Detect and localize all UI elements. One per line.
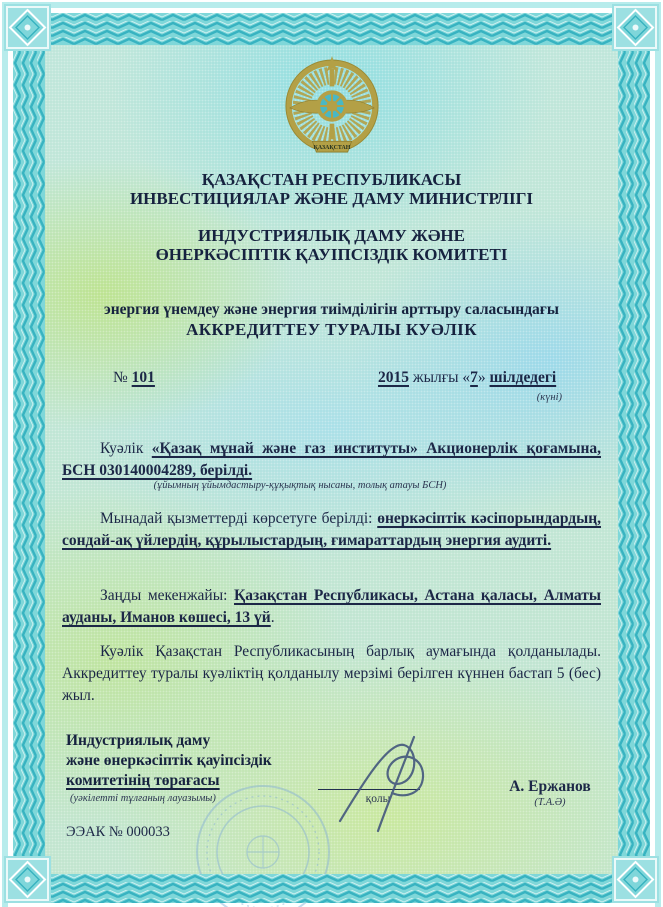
certificate-number bbox=[113, 369, 155, 387]
services-prefix: Мынадай қызметтерді көрсетуге берілді: bbox=[100, 510, 373, 527]
date-year-word: жылғы bbox=[412, 369, 459, 386]
border-corner-ornament bbox=[612, 856, 659, 903]
signer-position-line1: Индустриялық даму bbox=[66, 732, 211, 749]
date-caption: (күні) bbox=[536, 392, 562, 403]
signature-caption: қолы bbox=[365, 793, 391, 805]
border-band-right bbox=[618, 8, 650, 903]
validity-paragraph: Куәлік Қазақстан Республикасының барлық аумағында қолданылады. Аккредиттеу туралы куәліктің қолданылу мерзімі берілген күннен бастап 5 (бес) жыл. bbox=[62, 643, 601, 704]
header-country: ҚАЗАҚСТАН РЕСПУБЛИКАСЫ bbox=[201, 170, 462, 189]
date-close-quote: » bbox=[477, 369, 486, 386]
issued-to-caption: (ұйымның ұйымдастыру-құқықтық нысаны, толық атауы БСН) bbox=[153, 480, 447, 491]
border-edge-right bbox=[655, 2, 661, 907]
signer-name-caption: (Т.А.Ә) bbox=[534, 797, 566, 808]
certificate-date bbox=[378, 369, 556, 387]
signer-position-line2: және өнеркәсіптік қауіпсіздік bbox=[66, 752, 272, 769]
kazakhstan-emblem bbox=[283, 55, 381, 158]
legal-address-suffix: . bbox=[270, 609, 275, 626]
border-corner-ornament bbox=[612, 4, 659, 51]
border-corner-ornament bbox=[4, 856, 51, 903]
header-committee-line2: ӨНЕРКӘСІПТІК ҚАУІПСІЗДІК КОМИТЕТІ bbox=[155, 245, 508, 264]
issued-to-details: «Қазақ мұнай және газ институты» Акционерлік қоғамына, БСН 030140004289, берілді. bbox=[62, 440, 602, 479]
border-edge-top bbox=[2, 2, 661, 8]
legal-address-prefix: Заңды мекенжайы: bbox=[100, 587, 228, 604]
border-corner-ornament bbox=[4, 4, 51, 51]
date-year: 2015 bbox=[378, 369, 409, 386]
border-edge-left bbox=[2, 2, 8, 907]
date-month: шілдедегі bbox=[489, 369, 557, 386]
issued-to-prefix: Куәлік bbox=[100, 440, 144, 457]
date-open-quote: « bbox=[462, 369, 471, 386]
handwritten-signature bbox=[330, 733, 450, 838]
border-band-bottom bbox=[8, 874, 655, 903]
header-ministry: ИНВЕСТИЦИЯЛАР ЖӘНЕ ДАМУ МИНИСТРЛІГІ bbox=[129, 189, 534, 208]
services-paragraph bbox=[62, 508, 601, 552]
border-band-top bbox=[8, 13, 655, 45]
legal-address-details: Қазақстан Республикасы, Астана қаласы, Алматы ауданы, Иманов көшесі, 13 үй bbox=[62, 587, 601, 626]
emblem-banner-text: ҚАЗАҚСТАН bbox=[313, 145, 351, 152]
number-sign: № bbox=[113, 369, 128, 386]
number-value: 101 bbox=[131, 369, 155, 386]
title-main-line: АККРЕДИТТЕУ ТУРАЛЫ КУӘЛІК bbox=[186, 320, 477, 339]
signer-position-line3: комитетінің төрағасы bbox=[66, 772, 220, 789]
issued-to-paragraph bbox=[62, 438, 601, 482]
date-day: 7 bbox=[470, 369, 478, 386]
border-band-left bbox=[13, 8, 45, 903]
signer-name: А. Ержанов bbox=[509, 778, 591, 795]
signer-position-caption: (уәкілетті тұлғаның лауазымы) bbox=[70, 793, 216, 804]
services-details: өнеркәсіптік кәсіпорындардың, сондай-ақ үйлердің, құрылыстардың, ғимараттардың энергия аудиті. bbox=[62, 510, 602, 549]
registry-number: ЭЭАК № 000033 bbox=[66, 824, 170, 840]
title-scope-line: энергия үнемдеу және энергия тиімділігін арттыру саласындағы bbox=[104, 301, 559, 318]
legal-address-paragraph bbox=[62, 585, 601, 629]
header-committee-line1: ИНДУСТРИЯЛЫҚ ДАМУ ЖӘНЕ bbox=[198, 226, 465, 245]
